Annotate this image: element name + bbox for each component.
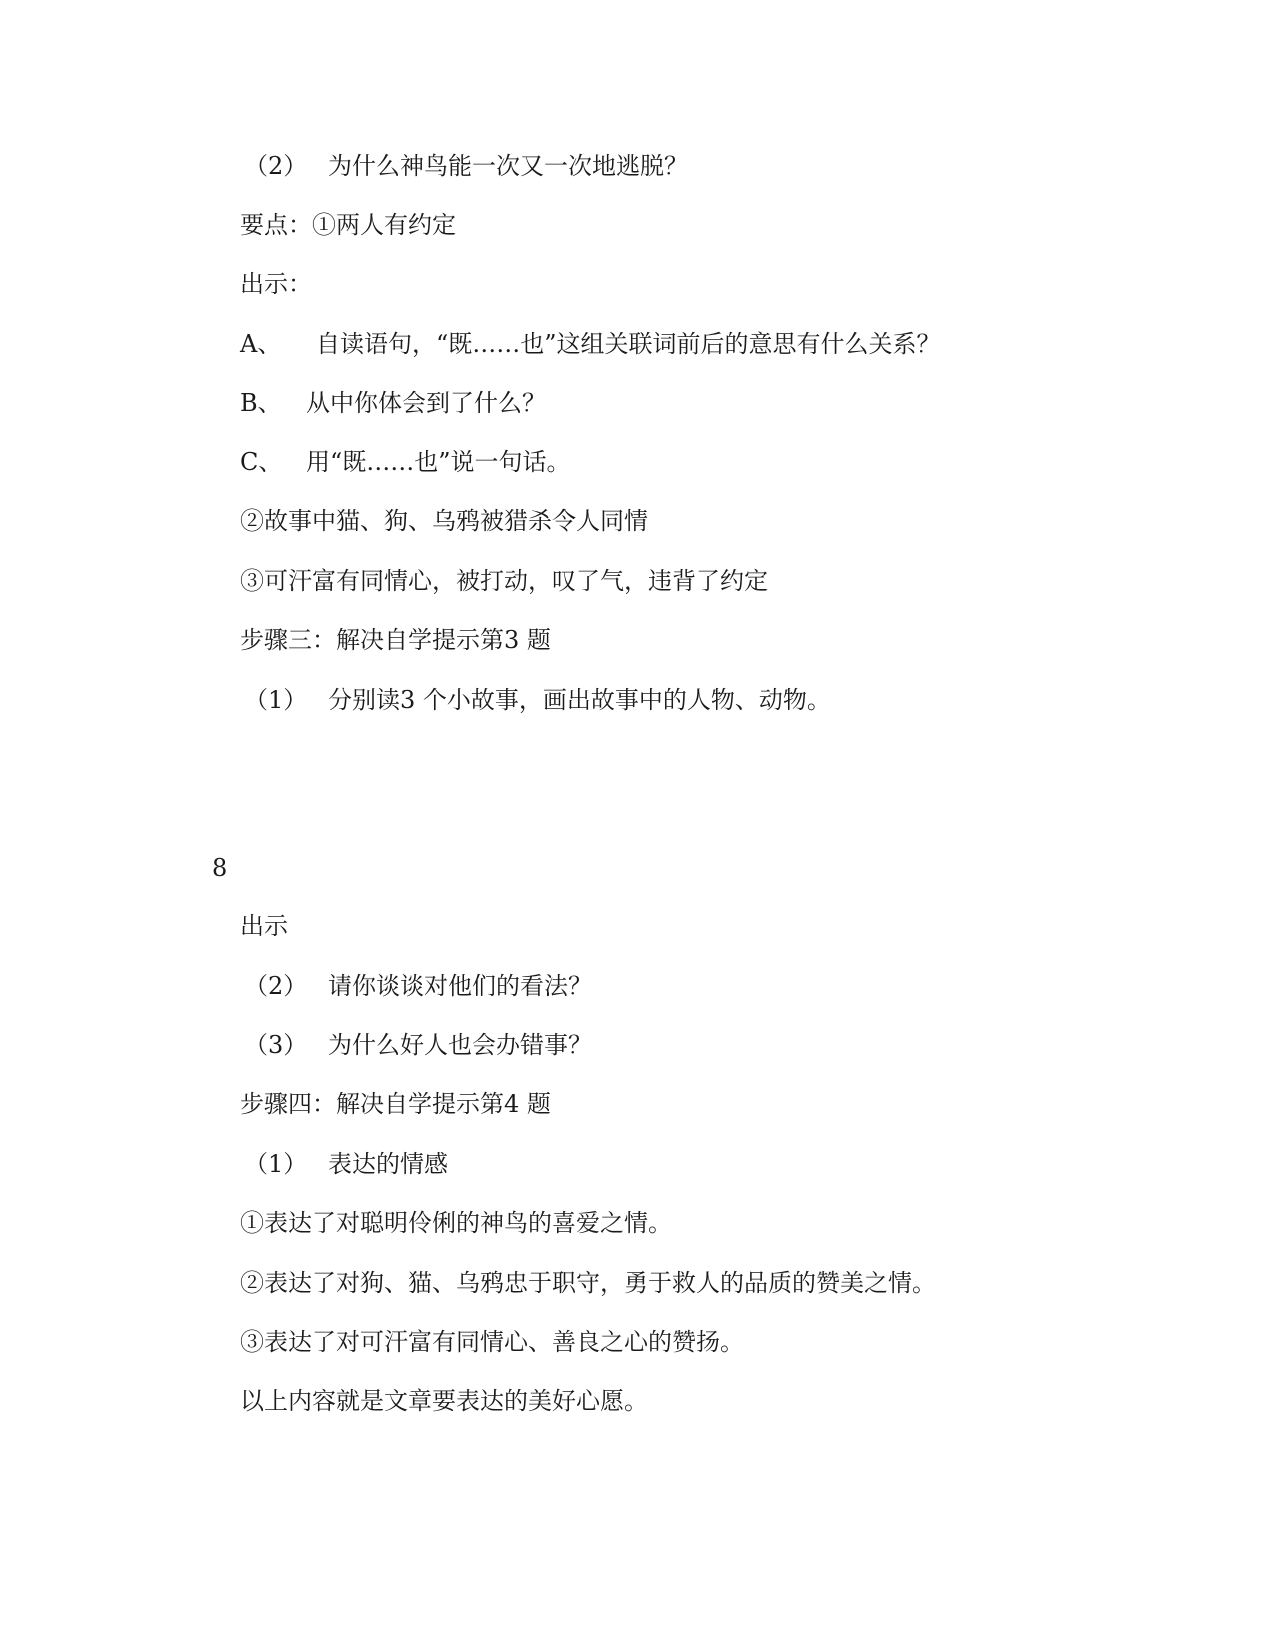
- key-point-1: 要点：①两人有约定: [240, 211, 456, 239]
- question-2-line: [244, 150, 688, 182]
- list-marker: C、: [240, 448, 283, 476]
- question-2-line-b: [244, 970, 592, 1002]
- step-three-question-1: [244, 684, 831, 716]
- item-text: 从中你体会到了什么？: [306, 389, 546, 417]
- question-text: 表达的情感: [328, 1150, 448, 1178]
- question-text: 分别读3 个小故事，画出故事中的人物、动物。: [328, 686, 831, 714]
- emotion-1: ①表达了对聪明伶俐的神鸟的喜爱之情。: [240, 1209, 672, 1237]
- item-b-line: [240, 387, 546, 419]
- question-3-line: [244, 1029, 592, 1061]
- emotion-2: ②表达了对狗、猫、乌鸦忠于职守，勇于救人的品质的赞美之情。: [240, 1269, 936, 1297]
- step-four-question-1: [244, 1148, 448, 1180]
- item-text: 用“既……也”说一句话。: [306, 448, 571, 476]
- question-text: 为什么好人也会办错事？: [328, 1031, 592, 1059]
- list-marker: （1）: [244, 686, 308, 714]
- step-four-heading: 步骤四：解决自学提示第4 题: [240, 1090, 551, 1118]
- conclusion: 以上内容就是文章要表达的美好心愿。: [240, 1387, 648, 1415]
- list-marker: （1）: [244, 1150, 308, 1178]
- question-text: 请你谈谈对他们的看法？: [328, 972, 592, 1000]
- emotion-3: ③表达了对可汗富有同情心、善良之心的赞扬。: [240, 1328, 744, 1356]
- key-point-3: ③可汗富有同情心，被打动，叹了气，违背了约定: [240, 567, 768, 595]
- item-a-line: [240, 328, 941, 360]
- list-marker: （2）: [244, 152, 308, 180]
- item-c-line: [240, 446, 571, 478]
- show-label: 出示：: [240, 270, 312, 298]
- question-text: 为什么神鸟能一次又一次地逃脱？: [328, 152, 688, 180]
- list-marker: （2）: [244, 972, 308, 1000]
- list-marker: A、: [240, 330, 282, 358]
- item-text: 自读语句，“既……也”这组关联词前后的意思有什么关系？: [316, 330, 941, 358]
- list-marker: B、: [240, 389, 282, 417]
- show-label-2: 出示: [240, 912, 288, 940]
- step-three-heading: 步骤三：解决自学提示第3 题: [240, 626, 551, 654]
- page-number: 8: [212, 854, 228, 882]
- list-marker: （3）: [244, 1031, 308, 1059]
- key-point-2: ②故事中猫、狗、乌鸦被猎杀令人同情: [240, 507, 648, 535]
